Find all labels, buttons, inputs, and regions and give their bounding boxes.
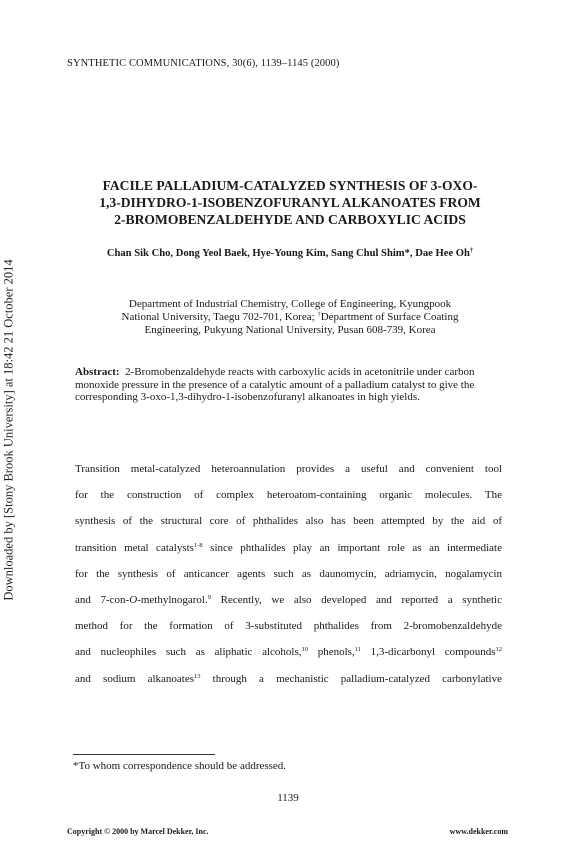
page-number: 1139 [277, 792, 299, 804]
body-text: phenols, [308, 646, 355, 659]
body-line: for the construction of complex heteroatom-containing organic molecules. The [75, 489, 502, 502]
citation-ref: 10 [301, 646, 309, 654]
body-paragraph [75, 456, 502, 692]
body-line: Transition metal-catalyzed heteroannulation provides a useful and convenient tool [75, 463, 502, 475]
affiliation-line: Department of Industrial Chemistry, College of Engineering, Kyungpook [128, 298, 452, 310]
italic-text: O [129, 593, 138, 606]
article-title [70, 177, 510, 228]
body-line [75, 666, 502, 692]
abstract-label: Abstract: [75, 366, 120, 378]
author-names: Chan Sik Cho, Dong Yeol Baek, Hye-Young Kim, Sang Chul Shim*, Dae Hee Oh [106, 248, 470, 259]
body-line: for the synthesis of anticancer agents such as daunomycin, adriamycin, nogalamycin [75, 567, 502, 580]
author-affiliation-mark: † [469, 247, 474, 254]
title-line: 1,3-DIHYDRO-1-ISOBENZOFURANYL ALKANOATES FROM [99, 195, 481, 210]
body-line [75, 535, 502, 561]
citation-ref: 11 [354, 646, 361, 654]
affiliation [70, 298, 510, 337]
body-text: since phthalides play an important role as an intermediate [202, 541, 502, 554]
affiliation-text: National University, Taegu 702-701, Korea; [121, 311, 318, 323]
citation-ref: 12 [495, 646, 502, 654]
body-text: and sodium alkanoates [75, 672, 195, 685]
author-list [70, 248, 510, 259]
title-line: 2-BROMOBENZALDEHYDE AND CARBOXYLIC ACIDS [114, 212, 466, 227]
citation-ref: 1-8 [193, 541, 203, 549]
footnote-divider [73, 754, 215, 755]
journal-header: SYNTHETIC COMMUNICATIONS, 30(6), 1139–1145 (2000) [67, 58, 340, 69]
body-line: method for the formation of 3-substituted phthalides from 2-bromobenzaldehyde [75, 620, 502, 633]
body-text: -methylnogarol. [137, 593, 208, 606]
body-text: transition metal catalysts [75, 541, 194, 554]
body-text: 1,3-dicarbonyl compounds [360, 646, 496, 659]
body-line [75, 587, 502, 613]
affiliation-text: Department of Surface Coating [320, 311, 459, 323]
publisher-website: www.dekker.com [449, 827, 508, 836]
footnote: *To whom correspondence should be addressed. [73, 760, 287, 772]
download-watermark-text: Downloaded by [Stony Brook University] at 18:42 21 October 2014 [1, 259, 16, 601]
body-text: and nucleophiles such as aliphatic alcohols, [75, 646, 302, 659]
affiliation-mark: † [317, 311, 321, 318]
body-line: synthesis of the structural core of phthalides also has been attempted by the aid of [75, 515, 502, 528]
body-line [75, 639, 502, 665]
download-watermark [1, 250, 17, 610]
body-text: through a mechanistic palladium-catalyzed carbonylative [200, 672, 502, 685]
abstract-text: 2-Bromobenzaldehyde reacts with carboxylic acids in acetonitrile under carbon monoxide pressure in the presence of a catalytic amount of a palladium catalyst to give the corresponding 3-oxo-1,3-dihydro-1-isobenzofuranyl alkanoates in high yields. [75, 366, 475, 403]
affiliation-line [70, 311, 510, 324]
affiliation-line: Engineering, Pukyung National University, Pusan 608-739, Korea [144, 324, 436, 336]
title-line: FACILE PALLADIUM-CATALYZED SYNTHESIS OF 3-OXO- [102, 178, 478, 193]
citation-ref: 13 [194, 672, 201, 680]
abstract [75, 366, 506, 404]
body-text: Recently, we also developed and reported a synthetic [211, 593, 502, 606]
citation-ref: 9 [207, 593, 211, 601]
body-text: and 7-con- [75, 593, 130, 606]
copyright-notice: Copyright © 2000 by Marcel Dekker, Inc. [67, 827, 209, 836]
